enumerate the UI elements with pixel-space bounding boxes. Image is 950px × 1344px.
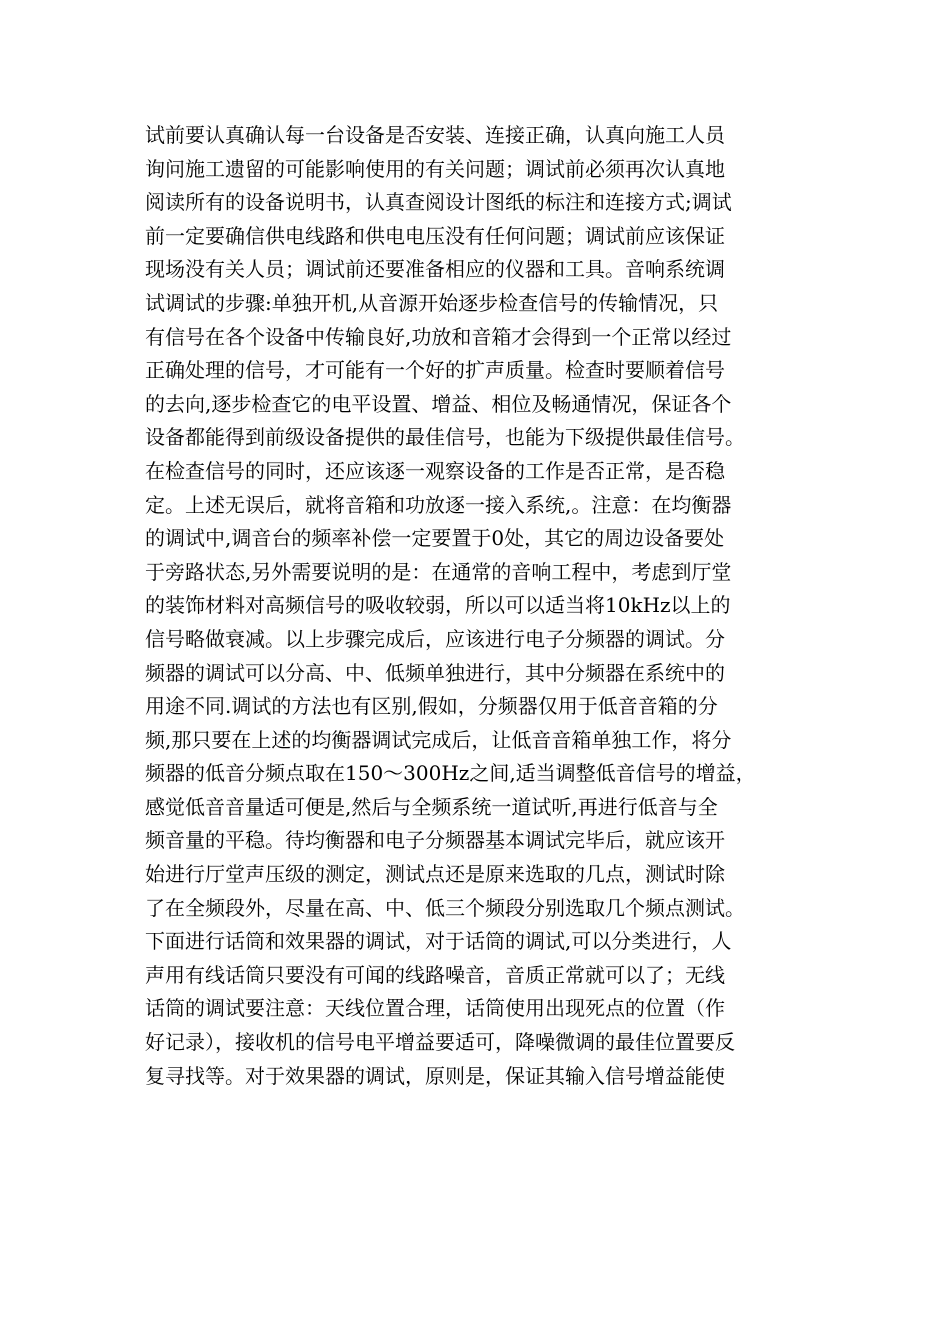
text-line: 频,那只要在上述的均衡器调试完成后，让低音音箱单独工作，将分 [145,727,732,752]
text-line: 始进行厅堂声压级的测定，测试点还是原来选取的几点，测试时除 [145,862,725,887]
text-line: 正确处理的信号，才可能有一个好的扩声质量。检查时要顺着信号 [145,358,725,383]
text-line: 下面进行话筒和效果器的调试，对于话筒的调试,可以分类进行，人 [145,929,732,954]
text-line: 感觉低音音量适可便是,然后与全频系统一道试听,再进行低音与全 [145,794,718,819]
text-line: 的去向,逐步检查它的电平设置、增益、相位及畅通情况，保证各个 [145,391,732,416]
text-line: 在检查信号的同时，还应该逐一观察设备的工作是否正常，是否稳 [145,458,725,483]
text-line: 试调试的步骤:单独开机,从音源开始逐步检查信号的传输情况，只 [145,290,719,315]
text-line: 前一定要确信供电线路和供电电压没有任何问题；调试前应该保证 [145,223,725,248]
text-line: 了在全频段外，尽量在高、中、低三个频段分别选取几个频点测试。 [145,895,745,920]
text-line: 复寻找等。对于效果器的调试，原则是，保证其输入信号增益能使 [145,1063,725,1088]
text-line: 试前要认真确认每一台设备是否安装、连接正确，认真向施工人员 [145,123,725,147]
text-line: 的调试中,调音台的频率补偿一定要置于0处，其它的周边设备要处 [145,526,725,551]
text-line: 于旁路状态,另外需要说明的是：在通常的音响工程中，考虑到厅堂 [145,559,732,584]
text-line: 话筒的调试要注意：天线位置合理，话筒使用出现死点的位置（作 [145,996,725,1021]
text-line: 有信号在各个设备中传输良好,功放和音箱才会得到一个正常以经过 [145,324,732,349]
text-line: 信号略做衰减。以上步骤完成后，应该进行电子分频器的调试。分 [145,626,725,651]
text-line: 频器的低音分频点取在150～300Hz之间,适当调整低音信号的增益， [145,761,756,786]
text-line: 的装饰材料对高频信号的吸收较弱，所以可以适当将10kHz以上的 [145,593,731,618]
text-line: 声用有线话筒只要没有可闻的线路噪音，音质正常就可以了；无线 [145,962,725,987]
text-line: 阅读所有的设备说明书，认真查阅设计图纸的标注和连接方式;调试 [145,190,732,215]
text-line: 设备都能得到前级设备提供的最佳信号，也能为下级提供最佳信号。 [145,425,745,450]
text-line: 用途不同.调试的方法也有区别,假如，分频器仅用于低音音箱的分 [145,694,718,719]
text-line: 现场没有关人员；调试前还要准备相应的仪器和工具。音响系统调 [145,257,725,282]
text-line: 定。上述无误后，就将音箱和功放逐一接入系统,。注意：在均衡器 [145,492,732,517]
text-line: 频音量的平稳。待均衡器和电子分频器基本调试完毕后，就应该开 [145,828,725,853]
text-line: 询问施工遗留的可能影响使用的有关问题；调试前必须再次认真地 [145,156,725,181]
body-paragraph [145,119,825,1093]
text-line: 好记录），接收机的信号电平增益要适可，降噪微调的最佳位置要反 [145,1030,735,1055]
text-line: 频器的调试可以分高、中、低频单独进行，其中分频器在系统中的 [145,660,725,685]
